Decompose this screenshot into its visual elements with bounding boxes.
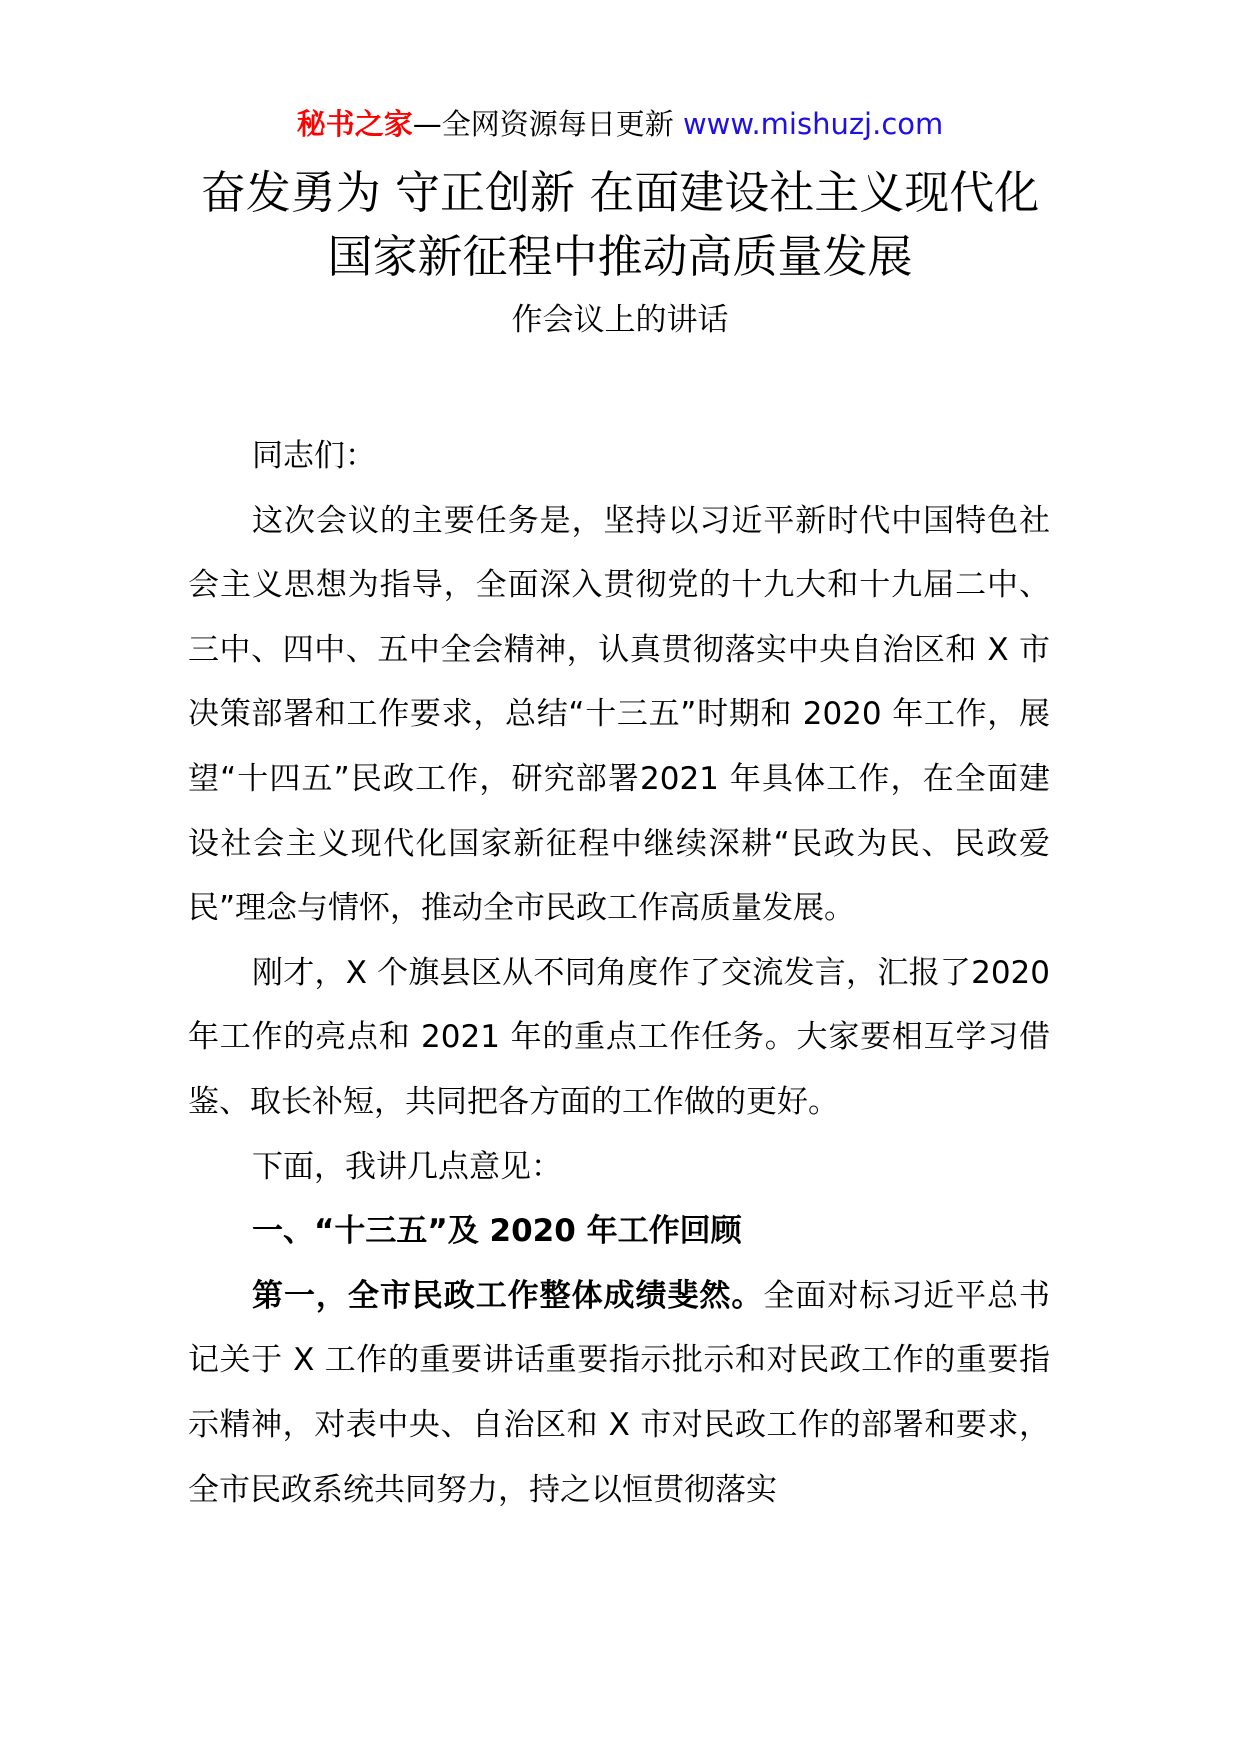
salutation: 同志们： (252, 438, 376, 474)
document-title-line-2: 国家新征程中推动高质量发展 (327, 230, 913, 283)
point-lead: 第一，全市民政工作整体成绩斐然。 (252, 1277, 764, 1314)
body-paragraph: 这次会议的主要任务是，坚持以习近平新时代中国特色社会主义思想为指导，全面深入贯彻党的十九大和十九届二中、三中、四中、五中全会精神，认真贯彻落实中央自治区和 X 市决策部署和工作要求，总结“十三五”时期和 2020 年工作，展望“十四五”民政工作，研究部署2021 年具体工作，在全面建设社会主义现代化国家新征程中继续深耕“民政为民、民政爱民”理念与情怀，推动全市民政工作高质量发展。 (188, 502, 1050, 927)
body-paragraph: 刚才，X 个旗县区从不同角度作了交流发言，汇报了2020 年工作的亮点和 2021 年的重点工作任务。大家要相互学习借鉴、取长补短，共同把各方面的工作做的更好。 (188, 954, 1050, 1120)
banner-tagline: —全网资源每日更新 (412, 107, 674, 141)
body-paragraph: 下面，我讲几点意见： (252, 1148, 562, 1185)
site-banner (0, 104, 1240, 144)
banner-url-link[interactable]: www.mishuzj.com (682, 107, 944, 141)
body-paragraph (188, 1264, 1050, 1522)
banner-brand: 秘书之家 (296, 107, 413, 141)
point-text: 全面对标习近平总书记关于 X 工作的重要讲话重要指示批示和对民政工作的重要指示精神，对表中央、自治区和 X 市对民政工作的部署和要求，全市民政系统共同努力，持之以恒贯彻落实 (188, 1277, 1051, 1508)
section-heading: 一、“十三五”及 2020 年工作回顾 (252, 1213, 742, 1250)
document-body (188, 424, 1050, 1522)
document-title-line-1: 奋发勇为 守正创新 在面建设社主义现代化 (200, 166, 1040, 219)
document-subtitle: 作会议上的讲话 (511, 302, 729, 338)
